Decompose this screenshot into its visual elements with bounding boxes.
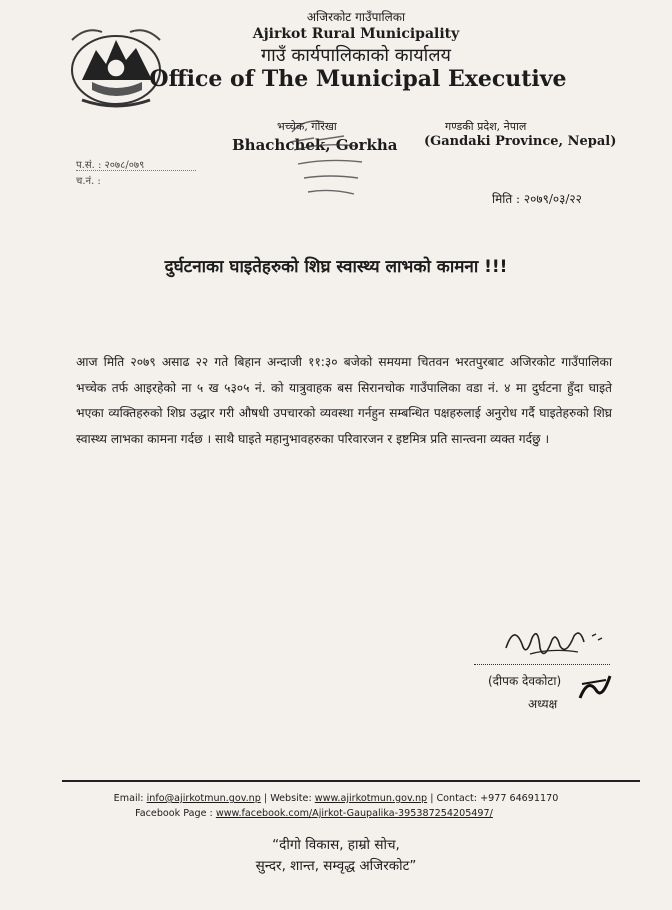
signatory-title: अध्यक्ष (528, 697, 558, 711)
handwritten-signature (500, 618, 610, 668)
office-name-english: Office of The Municipal Executive (149, 66, 567, 92)
province-nepali: गण्डकी प्रदेश, नेपाल (445, 120, 527, 133)
footer-contact-line (0, 793, 672, 804)
notice-body: आज मिति २०७९ असाढ २२ गते बिहान अन्दाजी ११:३० बजेको समयमा चितवन भरतपुरबाट अजिरकोट गाउँपालिका भच्चेक तर्फ आइरहेको ना ५ ख ५३०५ नं. को यात्रुवाहक बस सिरानचोक गाउँपालिका वडा नं. ४ मा दुर्घटना हुँदा घाइते भएका व्यक्तिहरुको शिघ्र उद्धार गरी औषधी उपचारको व्यवस्था गर्नहुन सम्बन्धित पक्षहरुलाई अनुरोध गर्दै घाइतेहरुको शिघ्र स्वास्थ्य लाभका कामना गर्दछ । साथै घाइते महानुभावहरुका परिवारजन र इष्टमित्र प्रति सान्त्वना व्यक्त गर्दछु । (76, 355, 612, 446)
motto-line-2: सुन्दर, शान्त, सम्वृद्ध अजिरकोट” (255, 858, 417, 874)
signatory-name: (दीपक देवकोटा) (488, 674, 562, 688)
location-english: Bhachchek, Gorkha (232, 136, 398, 154)
footer-divider (62, 780, 640, 782)
contact-number: | Contact: +977 64691170 (430, 793, 559, 804)
designation-stamp (576, 670, 614, 704)
facebook-label: Facebook Page : (135, 808, 213, 819)
municipality-name-english: Ajirkot Rural Municipality (252, 26, 460, 42)
province-english: (Gandaki Province, Nepal) (424, 134, 617, 149)
office-name-nepali: गाउँ कार्यपालिकाको कार्यालय (261, 45, 451, 66)
footer-facebook-line (0, 808, 650, 819)
municipality-name-nepali: अजिरकोट गाउँपालिका (306, 10, 406, 24)
email-label: Email: (113, 793, 144, 804)
notice-title: दुर्घटनाका घाइतेहरुको शिघ्र स्वास्थ्य लाभको कामना !!! (164, 257, 508, 277)
dispatch-number: च.नं. : (76, 176, 101, 187)
email-link[interactable]: info@ajirkotmun.gov.np (146, 793, 261, 804)
office-seal-stamp (284, 112, 374, 210)
signature-dotted-line (474, 664, 610, 665)
reference-dotted-line (76, 170, 196, 171)
motto-line-1: “दीगो विकास, हाम्रो सोच, (272, 837, 400, 853)
website-link[interactable]: www.ajirkotmun.gov.np (314, 793, 428, 804)
website-label: | Website: (263, 793, 312, 804)
letter-date: मिति : २०७९/०३/२२ (492, 192, 582, 206)
facebook-link[interactable]: www.facebook.com/Ajirkot-Gaupalika-395387254205497/ (215, 808, 493, 819)
location-nepali: भच्चेक, गोरखा (277, 120, 337, 133)
reference-number: प.सं. : २०७८/०७९ (76, 160, 145, 171)
